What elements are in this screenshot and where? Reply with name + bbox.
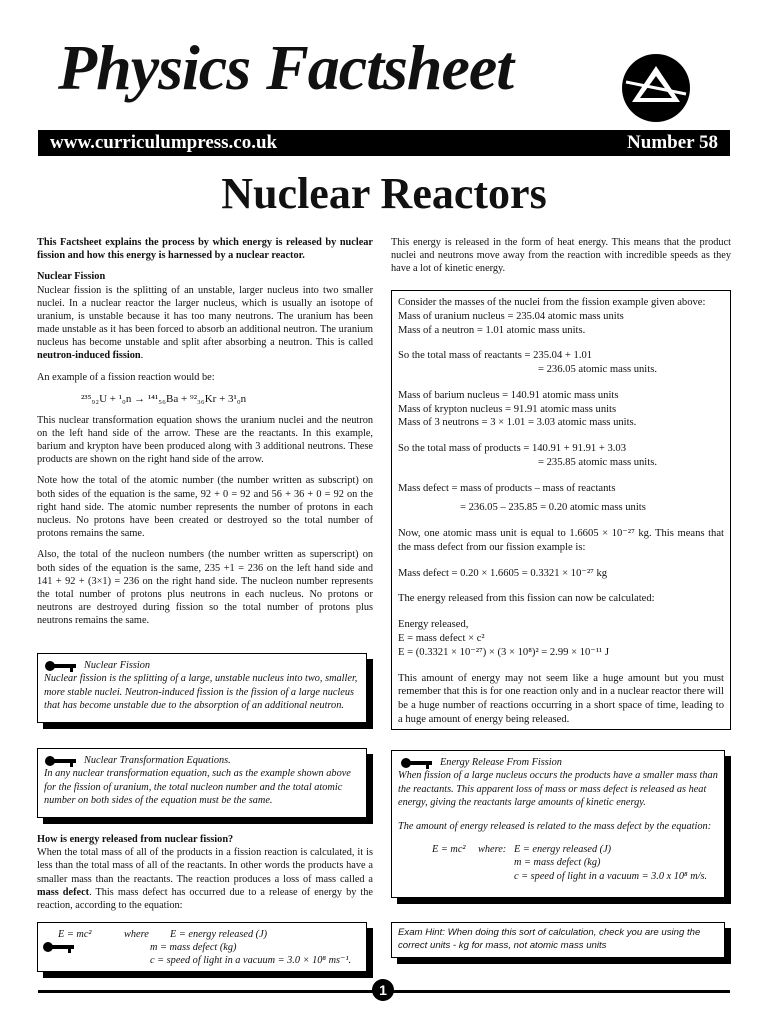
key-icon — [44, 660, 78, 672]
transform-paragraph: This nuclear transformation equation shows the uranium nuclei and the neutron on the left hand side of the arrow. These are the reactants. In this example, barium and krypton have been produced along with 3 additional neutrons. These products are shown on the right hand side of the arrow. — [37, 414, 373, 466]
defect-kg: Mass defect = 0.20 × 1.6605 = 0.3321 × 10⁻²⁷ kg — [398, 567, 608, 579]
key-icon — [42, 941, 76, 953]
fission-equation: ²³⁵₉₂U + ¹₀n → ¹⁴¹₅₆Ba + ⁹²₃₆Kr + 3¹₀n — [81, 392, 247, 405]
products-total-value: = 235.85 atomic mass units. — [538, 456, 657, 468]
box-title: Energy Release From Fission — [440, 757, 562, 768]
transformation-box — [37, 748, 367, 818]
nucleon-paragraph: Also, the total of the nucleon numbers (the number written as superscript) on both sides of the equation is the same, 235 +1 = 236 on the left hand side and 141 + 92 + (3×1) = 236 on the right hand side. The nucleon number represents the total number of protons plus neutrons in each nucleus. No protons or neutrons are destroyed during fission so the total number of protons plus neutrons remains the same. — [37, 549, 373, 627]
calc-line: Consider the masses of the nuclei from the fission example given above: — [398, 297, 706, 308]
equation-def-1: E = energy released (J) — [170, 929, 268, 940]
defect-line: Mass defect = mass of products – mass of reactants — [398, 482, 616, 494]
equation: E = mc² — [58, 929, 92, 940]
calc-line: Mass of 3 neutrons = 3 × 1.01 = 3.03 atomic mass units. — [398, 417, 637, 429]
calc-line: Mass of uranium nucleus = 235.04 atomic mass units — [398, 310, 624, 322]
logo-triangle-icon — [620, 52, 692, 124]
box-text: In any nuclear transformation equation, such as the example shown above for the fission of uranium, the total nucleon number and the total atomic number on both sides of the equation must be the same. — [44, 768, 351, 807]
box-text: Nuclear fission is the splitting of a large, unstable nucleus into two, smaller, more stable nuclei. Neutron-induced fission is the fission of a large nucleus that has become unstable due to the absorption of an additional neutron. — [44, 673, 358, 712]
page-title: Nuclear Reactors — [221, 169, 547, 218]
header-bar — [38, 130, 730, 156]
reactants-total: So the total mass of reactants = 235.04 + 1.01 — [398, 350, 593, 362]
amu-paragraph: Now, one atomic mass unit is equal to 1.6605 × 10⁻²⁷ kg. This means that the mass defect from our fission example is: — [398, 528, 724, 553]
equation: E = mc² — [432, 843, 466, 855]
calc-line: Mass of krypton nucleus = 91.91 atomic mass units — [398, 403, 617, 415]
key-icon — [44, 755, 78, 767]
equation-def-3: c = speed of light in a vacuum = 3.0 x 10⁸ m/s. — [514, 870, 708, 882]
products-total: So the total mass of products = 140.91 + 91.91 + 3.03 — [398, 443, 627, 455]
brand-title — [58, 32, 514, 103]
key-icon — [400, 757, 434, 769]
energy-line-3: E = (0.3321 × 10⁻²⁷) × (3 × 10⁸)² = 2.99 × 10⁻¹¹ J — [398, 646, 610, 658]
box-title: Nuclear Transformation Equations. — [84, 755, 231, 766]
energy-heading: How is energy released from nuclear fission? — [37, 834, 234, 845]
fission-paragraph: Nuclear fission is the splitting of an unstable, larger nucleus into two smaller nuclei. In a nuclear reactor the larger nucleus, which is usually an isotope of uranium, is unstable because it has too many neutrons. The uranium has been made unstable as it has been forced to absorb an additional neutron. The uranium nucleus has become unstable and split after absorbing a neutron. This is called neutron-induced fission. — [37, 284, 373, 362]
defect-value: = 236.05 – 235.85 = 0.20 atomic mass units — [460, 502, 646, 514]
reactants-total-value: = 236.05 atomic mass units. — [538, 364, 657, 376]
equation-def-2: m = mass defect (kg) — [514, 857, 601, 869]
energy-paragraph: When the total mass of all of the products in a fission reaction is calculated, it is less than the total mass of all of the reactants. In other words the products have a smaller mass than the reactants. The reaction produces a loss of mass called a mass defect. This mass defect has occurred due to a release of energy by the reaction, according to the equation: — [37, 847, 373, 911]
equation-def-3: c = speed of light in a vacuum = 3.0 × 10⁸ ms⁻¹. — [150, 955, 352, 966]
energy-section — [37, 833, 373, 920]
brand-word-factsheet: Factsheet — [266, 32, 514, 103]
calc-line: Mass of a neutron = 1.01 atomic mass units. — [398, 324, 586, 336]
energy-line-1: Energy released, — [398, 619, 469, 631]
box-title: Nuclear Fission — [84, 660, 151, 671]
left-column — [37, 236, 373, 635]
atomic-paragraph: Note how the total of the atomic number (the number written as subscript) on both sides of the equation is the same, 92 + 0 = 92 and 56 + 36 + 0 = 92 on the right hand side. The atomic number represents the number of protons in each nucleus. No protons have been created or destroyed so the total number of protons remains the same. — [37, 475, 373, 540]
energy-calc-intro: The energy released from this fission can now be calculated: — [398, 593, 655, 605]
closing-paragraph: This amount of energy may not seem like a huge amount but you must remember that this is for one reaction only and in a nuclear reactor there will be a huge number of reactions occurring in a short space of time, leading to a huge amount of energy being released. — [398, 672, 724, 725]
calc-line: Mass of barium nucleus = 140.91 atomic mass units — [398, 389, 619, 401]
equation-box — [37, 922, 367, 972]
website-link[interactable]: www.curriculumpress.co.uk — [50, 132, 278, 153]
right-intro: This energy is released in the form of heat energy. This means that the product nuclei and neutrons move away from the reaction with incredible speeds as they have a lot of kinetic energy. — [391, 237, 731, 275]
example-label: An example of a fission reaction would be: — [37, 371, 215, 383]
fission-heading: Nuclear Fission — [37, 271, 106, 283]
where-label: where — [124, 929, 149, 940]
page-number: 1 — [372, 979, 394, 1001]
equation-def-1: E = energy released (J) — [514, 843, 612, 855]
intro-text: This Factsheet explains the process by which energy is released by nuclear fission and how this energy is harnessed by a nuclear reactor. — [37, 237, 373, 262]
equation-def-2: m = mass defect (kg) — [150, 942, 237, 953]
issue-number: Number 58 — [627, 132, 718, 153]
exam-hint-box: Exam Hint: When doing this sort of calculation, check you are using the correct units - kg for mass, not atomic mass units — [391, 922, 725, 958]
where-label: where: — [478, 843, 507, 855]
box-text: When fission of a large nucleus occurs the products have a smaller mass than the reactants. This apparent loss of mass or mass defect is released as heat energy, giving the reactants large amounts of kinetic energy. — [398, 770, 718, 809]
brand-word-physics: Physics — [58, 32, 251, 103]
energy-line-2: E = mass defect × c² — [398, 633, 485, 645]
energy-release-box — [391, 750, 725, 898]
worked-example-box — [391, 290, 731, 730]
fission-definition-box — [37, 653, 367, 723]
box-text-2: The amount of energy released is related to the mass defect by the equation: — [398, 820, 712, 832]
